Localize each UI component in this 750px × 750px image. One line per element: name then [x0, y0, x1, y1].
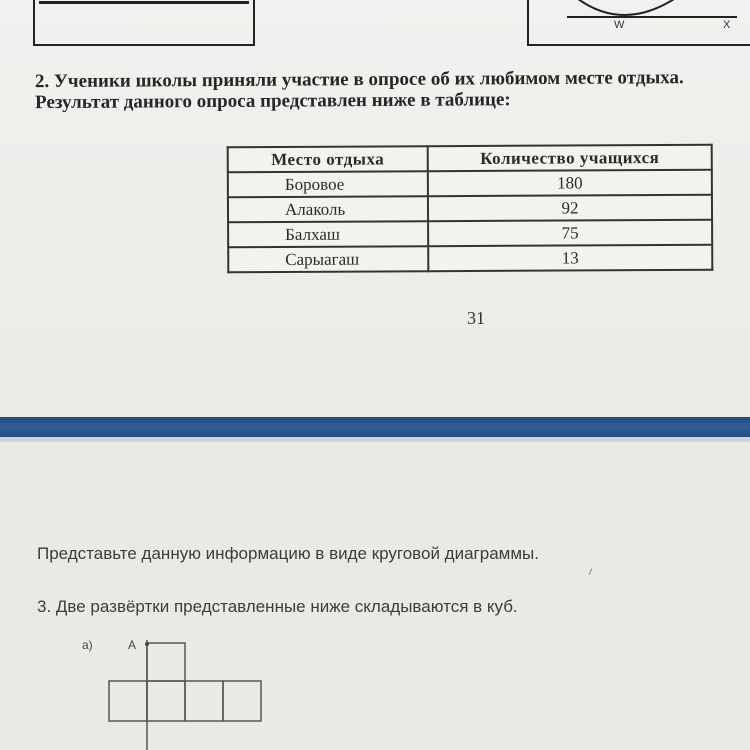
place-cell: Боровое [228, 171, 428, 197]
count-cell: 13 [428, 245, 712, 271]
survey-table [227, 144, 714, 274]
task-2-text: 2. Ученики школы приняли участие в опросе об их любимом месте отдыха. Результат данного опроса представлен ниже в таблице: [34, 67, 684, 114]
label-x: X [723, 19, 731, 31]
table-row [228, 170, 712, 198]
place-cell: Балхаш [228, 221, 428, 247]
place-cell: Сарыагаш [228, 246, 428, 272]
count-cell: 75 [428, 220, 712, 246]
vertex-label-a: A [128, 638, 137, 652]
table-row [228, 220, 712, 248]
label-w: W [614, 19, 625, 31]
page-divider-band [0, 417, 750, 437]
count-cell: 92 [428, 195, 712, 221]
page-number: 31 [467, 308, 485, 328]
pie-chart-instruction: Представьте данную информацию в виде круговой диаграммы. [37, 544, 539, 563]
figure-rule [39, 1, 249, 4]
previous-task-figure-left [33, 0, 255, 46]
count-cell: 180 [428, 170, 712, 196]
previous-task-arc [527, 0, 750, 40]
table-header-row [228, 145, 712, 173]
task-3-text: 3. Две развёртки представленные ниже складываются в куб. [37, 597, 518, 616]
place-cell: Алаколь [228, 196, 428, 222]
header-place: Место отдыха [228, 146, 428, 172]
table-row [228, 245, 712, 273]
cube-net-diagram [105, 640, 270, 750]
table-row [228, 195, 712, 223]
net-label-a: а) [82, 638, 93, 652]
header-count: Количество учащихся [428, 145, 712, 171]
